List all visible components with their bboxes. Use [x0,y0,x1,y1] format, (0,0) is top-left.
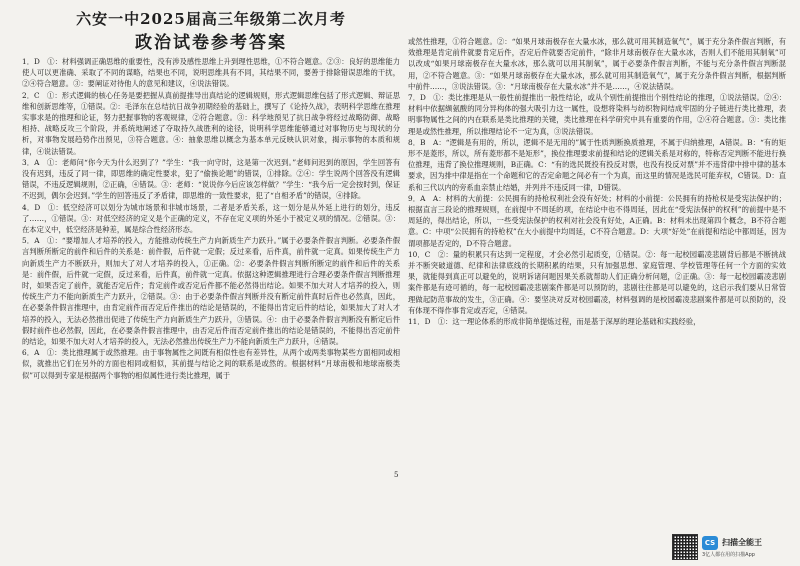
doc-title: 政治试卷参考答案 [135,33,287,53]
school-title: 六安一中2025届高三年级第二次月考 [76,10,346,28]
camscanner-logo-icon: CS [702,536,718,550]
watermark-brand-name: 扫描全能王 [722,538,762,547]
answer-item-6: 6．A ①：类比推理属于或然推理。由于事物属性之间既有相似性也有差异性，从两个或两类事物某些方面相同或相似，就推出它们在另外的方面也相同或相似，其前提与结论之间的联系是或然的。根据材料“月球南极和地球南极类似”可以得到专家是根据两个事物的相似属性进行类比推理，属于 [22,348,400,380]
watermark-brand-sub: 3亿人都在用的扫描App [702,552,755,558]
page-number: 5 [394,471,399,479]
answer-item-7: 7．D ①：类比推理是从一般性前提推出一般性结论，或从个别性前提推出个别性结论的推理，①说法错误。②④：材料中依据缬氨酸的同分异构体的强大吸引力这一属性，设想将染料与纺织物间结成牢固的分子链进行类比推理，表明事物属性之间的内在联系是类比推理的关键，类比推理在科学研究中具有重要的作用，②④符合题意。③：类比推理是或然性推理，所以推理结论不一定为真，③说法错误。 [408,93,786,136]
answer-item-9: 9．A A：材料的大前提：公民拥有的持枪权利社会没有好处；材料的小前提：公民拥有的持枪权是受宪法保护的；根据直言三段论的推理规则，在前提中不周延的项，在结论中也不得周延，因此在“受宪法保护的权利”的前提中是不周延的，得出结论，所以，一些受宪法保护的权利对社会没有好处，A正确。B：材料未出现第四个概念，B不符合题意。C：中项“公民拥有的持枪权”在大小前提中均周延，C不符合题意。D：大项“好处”在前提和结论中都周延，因为谓项都是否定的，D不符合题意。 [408,193,786,248]
answer-item-2: 2．C ①：形式逻辑的核心任务是要把握从真前提推导出真结论的逻辑规则，形式逻辑思维包括了形式逻辑、辩证思维和创新思维等，①错误。②：毛泽东在总结抗日战争初期经验的基础上，撰写了《论持久战》，表明科学思维在推理实事求是的推理和论证，努力把握事物的客观规律，②符合题意。③：科学地预见了抗日战争将经过战略防御、战略相持、战略反攻三个阶段，并系统地阐述了夺取持久战胜利的途径，说明科学思维能够通过对事物历史与现状的分析，对事物发展趋势作出预见，③符合题意。④：抽象思维以概念为基本单元反映认识对象，揭示事物的本质和规律，④说法错误。 [22,90,400,156]
answer-item-11: 11．D ①：这一理论体系的形成非简单提炼过程，而是基于深厚的理论基础和实践经验， [408,317,701,327]
left-column [22,0,400,566]
scanner-watermark [672,534,792,560]
answer-item-1: 1．D ①：材料强调正确思维的重要性，没有涉及感性思维上升到理性思维，①不符合题意。②③：良好的思维能力使人可以更准确、采取了不同的谋略，结果也不同，说明思维具有不同，其结果不同，要善于排除错误思维的干扰，②④符合题意。③：要阐证对待他人的意见和建议，④说法错误。 [22,57,400,89]
answer-item-4: 4．D ①：低空经济可以划分为城市场景和非城市场景，二者是矛盾关系，这一划分是从外延上进行的划分，违反了……，①错误。③：对低空经济的定义是个正确的定义，不存在定义项的外延小于被定义项的情况。②错误。③：在本定义中，低空经济是种差，属是综合性经济形态。 [22,202,400,235]
answer-item-5: 5．A ①：“要增加人才培养的投入，方能推动传统生产力向新质生产力跃升。”属于必要条件假言判断。必要条件假言判断所断定的前件和后件的关系是：前件假，后件就一定假；反过来看，后件真，前件就一定真。如果传统生产力向新质生产力不断跃升，则加大了对人才培养的投入，①正确。②：必要条件假言判断所断定的前件和后件的关系是：前件假，后件就一定假，反过来看，后件真，前件就一定真。依据这种逻辑推理进行合理必要条件假言判断推理时，如果否定了前件，就能否定后件；肯定前件或否定后件都不能必然得出结论。如果不加大对人才培养的投入，则传统生产力不能向新质生产力跃升，②错误。③：由于必要条件假言判断并没有断定前件真时后件也必然真，因此，在必要条件假言推理中，由肯定前件而否定后件推出的结论是错误的，不能得出肯定后件的结论，如果加大了对人才培养的投入，无法必然推出促进了传统生产力向新质生产力跃升，③错误。④：由于必要条件假言判断没有断定后件假时前件也必然假，因此，在必要条件假言推理中，由否定后件而否定前件推出的结论是错误的，不能得出否定前件的结论，如果不加大对人才培养的投入，无法必然推出传统生产力不能向新质生产力跃升，④错误。 [22,236,400,347]
answer-item-8: 8．B A：“逻辑是有用的，所以，逻辑不是无用的”属于性质判断换质推理，不属于归纳推理，A错误。B：“有的矩形不是菱形，所以，所有菱形都不是矩形”，换位推理要求前提和结论的逻辑关系是对称的，特称否定判断不能进行换位推理，违背了换位推理规则，B正确。C：“有的选民既投有投反对票，也没有投反对票”并不违背律中排中律的基本要求，因为排中律是指在一个命题和它的否定命题之间必有一个为真，而这里的情况是选民可能弃权，C错误。D：直系和三代以内的旁系血亲禁止结婚，并列并不违反同一律，D错误。 [408,137,786,192]
right-column [408,0,786,566]
right-answers [408,36,786,327]
answer-item-3: 3．A ①：老师问“你今天为什么迟到了？”学生：“我一向守时，这是第一次迟到。”老师问迟到的原因，学生回答有没有迟到，违反了同一律，即思维的确定性要求，犯了“偷换论题”的错误，①排除。②④：学生说两个回答没有逻辑错误，不违反逻辑规则，②正确，④错误。③：老师：“说说你今后应该怎样做？”学生：“我今后一定会按时到，保证不迟到，偶尔会迟到。”学生的回答违反了矛盾律，即思维的一致性要求，犯了“自相矛盾”的错误，④排除。 [22,157,400,201]
answer-item-6-cont: 或然性推理，①符合题意。②：“如果月球南极存在大量水冰，那么就可用其制造氧气”，属于充分条件假言判断，有效推理是肯定前件就要肯定后件，否定后件就要否定前件，“除非月球南极存在大量水冰，否则人们不能用其制氧”可以改成“如果月球南极存在大量水冰，那么就可以用其制氧”，属于必要条件假言判断，不能与充分条件假言判断混用，②不符合题意。③：“如果月球南极存在大量水冰，那么就可用其制造氧气”，属于充分条件假言判断，根据判断中前件……，③说法错误。③：“月球南极存在大量水冰”并不是……，④说法错误。 [408,37,786,91]
qr-code-icon [672,534,698,560]
answer-item-10: 10．C ②：量的积累只有达到一定程度，才会必然引起质变，①错误。②：每一起校园霸凌悲剧背后都是不断挑战并不断突破道德、纪律和法律底线的长期积累的结果，只有加强思想、家庭管理、学校管理等任何一个方面的实效果，就能得到真正可以避免的，说明诉诸问题因果关系就帮助人们正确分析问题，②正确。③：每一起校园霸凌悲剧案件都是有迹可循的，每一起校园霸凌悲剧案件都是可以预防的，悲剧往往都是可以避免的，这启示我们要从日常管理做起防范事故的发生，③正确。④：要坚决对反对校园霸凌，材料强调的是校园霸凌悲剧案件都是可以预防的，没有体现不得作事肯定或否定，④错误。 [408,249,786,315]
left-answers [22,56,400,381]
